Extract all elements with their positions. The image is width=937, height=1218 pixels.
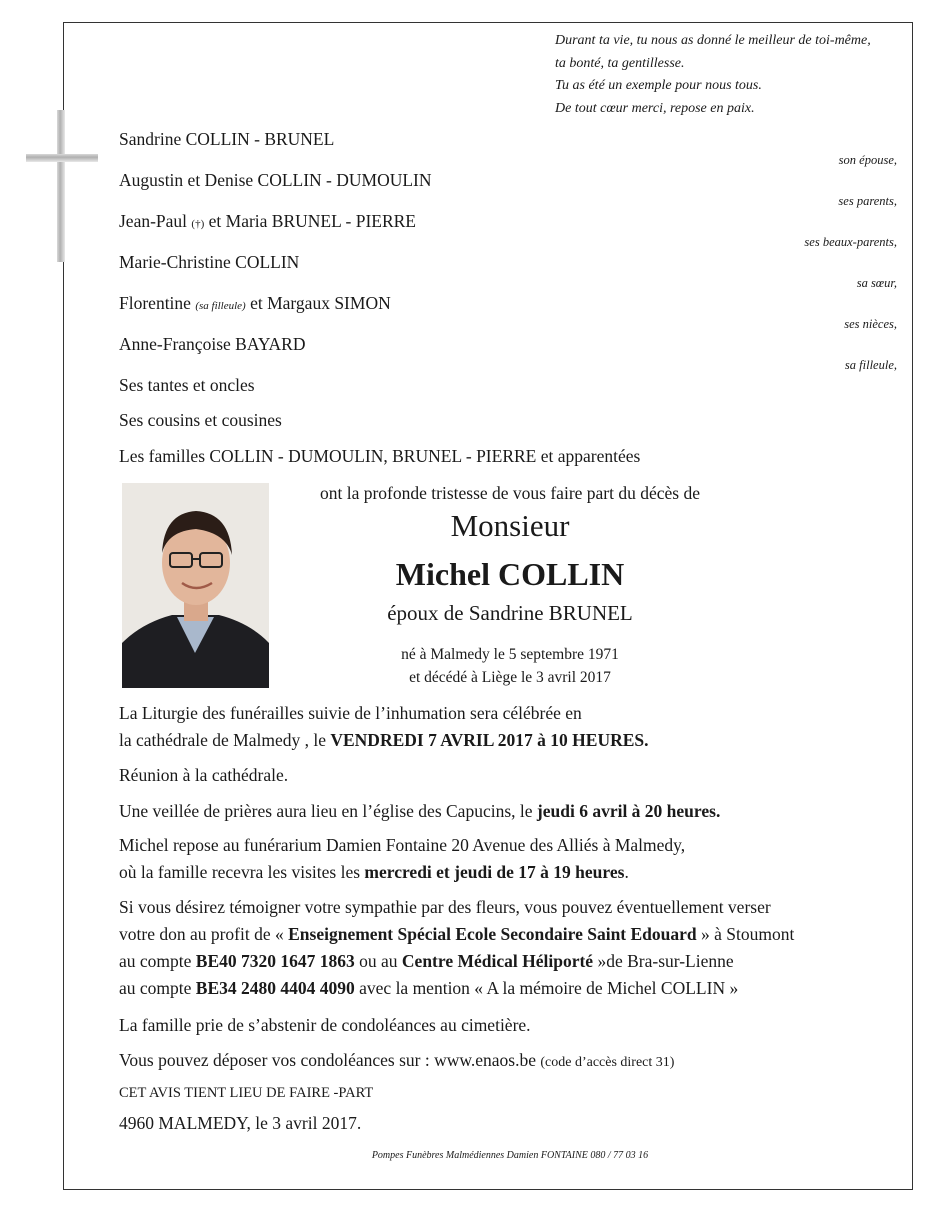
deceased-mark: (†) xyxy=(191,218,205,230)
portrait-photo xyxy=(122,483,269,688)
footer-funeral-home: Pompes Funèbres Malmédiennes Damien FONTAINE 080 / 77 03 16 xyxy=(371,1150,649,1161)
poem-line: Tu as été un exemple pour nous tous. xyxy=(555,78,762,93)
family-relation: sa sœur, xyxy=(856,276,897,290)
extended-family: Ses cousins et cousines xyxy=(119,410,282,430)
poem-line: ta bonté, ta gentillesse. xyxy=(555,55,685,71)
family-name: Anne-Françoise BAYARD xyxy=(119,334,306,354)
online-condolences: Vous pouvez déposer vos condoléances sur : www.enaos.be (code d’accès direct 31) xyxy=(119,1050,675,1070)
notice-line: CET AVIS TIENT LIEU DE FAIRE -PART xyxy=(119,1085,374,1101)
donation-info: Si vous désirez témoigner votre sympathie par des fleurs, vous pouvez éventuellement verser votre don au profit de « Enseignement Spécial Ecole Secondaire Saint Edouard » à Stoumont au compte BE40 7320 1647 1863 ou au Centre Médical Héliporté »de Bra-sur-Lienne au compte BE34 2480 4404 4090 avec la mention « A la mémoire de Michel COLLIN » xyxy=(119,897,795,998)
family-name: Sandrine COLLIN - BRUNEL xyxy=(119,129,335,149)
extended-family: Les familles COLLIN - DUMOULIN, BRUNEL - PIERRE et apparentées xyxy=(119,446,641,466)
reunion-line: Réunion à la cathédrale. xyxy=(119,765,289,785)
announce-intro: ont la profonde tristesse de vous faire part du décès de xyxy=(319,483,700,503)
extended-family: Ses tantes et oncles xyxy=(119,375,255,395)
poem-line: Durant ta vie, tu nous as donné le meilleur de toi-même, xyxy=(555,33,871,48)
family-name: Marie-Christine COLLIN xyxy=(119,252,300,272)
family-name: Augustin et Denise COLLIN - DUMOULIN xyxy=(119,170,432,190)
birth-line: né à Malmedy le 5 septembre 1971 xyxy=(401,646,619,663)
poem xyxy=(555,30,905,120)
spouse-line: époux de Sandrine BRUNEL xyxy=(387,601,633,625)
no-condolences-line: La famille prie de s’abstenir de condoléances au cimetière. xyxy=(119,1015,531,1035)
cross-icon xyxy=(26,110,98,262)
goddaughter-note: (sa filleule) xyxy=(195,300,246,312)
announce-title: Monsieur xyxy=(450,508,570,543)
funeral-info: La Liturgie des funérailles suivie de l’inhumation sera célébrée en la cathédrale de Malmedy , le VENDREDI 7 AVRIL 2017 à 10 HEURES. xyxy=(119,703,649,750)
deceased-name: Michel COLLIN xyxy=(395,556,625,592)
family-relation: ses nièces, xyxy=(844,317,897,331)
family-relation: son épouse, xyxy=(838,153,897,167)
family-name: Jean-Paul (†) et Maria BRUNEL - PIERRE xyxy=(119,211,417,231)
family-name: Florentine (sa filleule) et Margaux SIMON xyxy=(119,293,391,313)
family-relation: sa filleule, xyxy=(844,358,897,372)
family-relation: ses parents, xyxy=(838,194,897,208)
vigil-line: Une veillée de prières aura lieu en l’église des Capucins, le jeudi 6 avril à 20 heures. xyxy=(119,801,721,821)
poem-line: De tout cœur merci, repose en paix. xyxy=(555,100,755,116)
family-relation: ses beaux-parents, xyxy=(804,235,897,249)
place-date: 4960 MALMEDY, le 3 avril 2017. xyxy=(119,1113,362,1133)
death-line: et décédé à Liège le 3 avril 2017 xyxy=(409,669,611,686)
visits-info: Michel repose au funérarium Damien Fontaine 20 Avenue des Alliés à Malmedy, où la famille recevra les visites les mercredi et jeudi de 17 à 19 heures. xyxy=(119,835,686,882)
